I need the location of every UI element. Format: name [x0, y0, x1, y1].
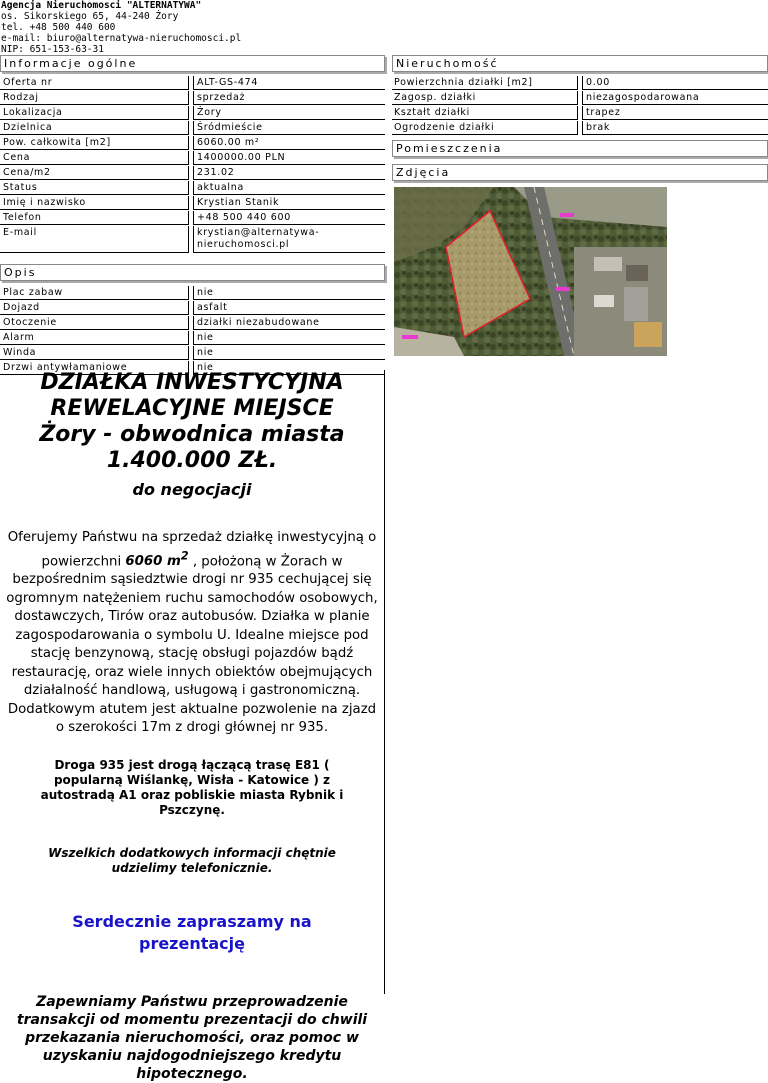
general-info-table — [0, 76, 385, 254]
row-label: Powierzchnia działki [m2] — [392, 76, 578, 90]
row-label: Ogrodzenie działki — [392, 121, 578, 135]
agency-name: Agencja Nieruchomosci "ALTERNATYWA" — [1, 0, 202, 11]
row-value: 231.02 — [193, 166, 385, 180]
description — [0, 370, 385, 1082]
table-row — [0, 76, 385, 91]
table-row — [0, 226, 385, 254]
row-value: 1400000.00 PLN — [193, 151, 385, 165]
table-row — [0, 136, 385, 151]
table-row — [0, 106, 385, 121]
body-text-a: Oferujemy Państwu na sprzedaż działkę inwestycyjną o powierzchni — [7, 530, 377, 569]
opis-header: Opis — [0, 264, 385, 281]
row-value: nie — [193, 346, 385, 360]
table-row — [0, 121, 385, 136]
right-column — [392, 55, 768, 181]
row-value: działki niezabudowane — [193, 316, 385, 330]
property-header: Nieruchomość — [392, 55, 768, 72]
table-row — [392, 121, 768, 136]
headline-price: 1.400.000 ZŁ. — [106, 448, 278, 473]
photos-header: Zdjęcia — [392, 164, 768, 181]
row-label: Oferta nr — [0, 76, 189, 90]
row-value: aktualna — [193, 181, 385, 195]
rooms-header: Pomieszczenia — [392, 140, 768, 157]
row-label: Telefon — [0, 211, 189, 225]
aerial-photo[interactable] — [394, 187, 667, 356]
row-value: 0.00 — [582, 76, 768, 90]
row-value: +48 500 440 600 — [193, 211, 385, 225]
table-row — [392, 91, 768, 106]
row-value: krystian@alternatywa-nieruchomosci.pl — [193, 226, 385, 253]
description-body — [2, 529, 382, 738]
agency-email: e-mail: biuro@alternatywa-nieruchomosci.pl — [1, 33, 242, 44]
row-label: Status — [0, 181, 189, 195]
general-info-header: Informacje ogólne — [0, 55, 385, 72]
row-value: 6060.00 m² — [193, 136, 385, 150]
row-value: Śródmieście — [193, 121, 385, 135]
table-row — [0, 316, 385, 331]
row-label: Imię i nazwisko — [0, 196, 189, 210]
table-row — [0, 331, 385, 346]
table-row — [0, 151, 385, 166]
table-row — [0, 346, 385, 361]
row-value: sprzedaż — [193, 91, 385, 105]
row-label: Alarm — [0, 331, 189, 345]
opis-table — [0, 286, 385, 376]
invite-text: Serdecznie zapraszamy na prezentację — [72, 911, 312, 953]
row-value: niezagospodarowana — [582, 91, 768, 105]
row-value: Krystian Stanik — [193, 196, 385, 210]
row-value: nie — [193, 286, 385, 300]
row-label: Plac zabaw — [0, 286, 189, 300]
table-row — [392, 106, 768, 121]
row-value: brak — [582, 121, 768, 135]
negotiable-note: do negocjacji — [132, 480, 252, 499]
row-label: Dzielnica — [0, 121, 189, 135]
area-sup: 2 — [180, 549, 189, 563]
contact-info: Wszelkich dodatkowych informacji chętnie udzielimy telefonicznie. — [48, 845, 336, 875]
table-row — [0, 286, 385, 301]
row-value: asfalt — [193, 301, 385, 315]
closing-text: Zapewniamy Państwu przeprowadzenie transakcji od momentu prezentacji do chwili przekazania nieruchomości, oraz pomoc w uzyskaniu najdogodniejszego kredytu hipotecznego. — [16, 993, 368, 1082]
table-row — [0, 196, 385, 211]
headline-2: REWELACYJNE MIEJSCE — [50, 396, 334, 421]
left-column — [0, 55, 385, 376]
agency-address: os. Sikorskiego 65, 44-240 Żory — [1, 11, 179, 22]
table-row — [392, 76, 768, 91]
row-label: Drzwi antywłamaniowe — [0, 361, 189, 375]
area-value: 6060 m — [125, 553, 181, 569]
row-label: Winda — [0, 346, 189, 360]
table-row — [0, 91, 385, 106]
agency-phone: tel. +48 500 440 600 — [1, 22, 116, 33]
row-label: Cena — [0, 151, 189, 165]
agency-header — [1, 0, 241, 55]
table-row — [0, 211, 385, 226]
agency-nip: NIP: 651-153-63-31 — [1, 44, 104, 55]
row-value: trapez — [582, 106, 768, 120]
row-label: Kształt działki — [392, 106, 578, 120]
row-value: Żory — [193, 106, 385, 120]
row-label: Dojazd — [0, 301, 189, 315]
property-table — [392, 76, 768, 136]
row-value: nie — [193, 361, 385, 375]
row-label: Rodzaj — [0, 91, 189, 105]
table-row — [0, 166, 385, 181]
row-value: nie — [193, 331, 385, 345]
road-info: Droga 935 jest drogą łączącą trasę E81 ( popularną Wiślankę, Wisła - Katowice ) z autostradą A1 oraz pobliskie miasta Rybnik i Pszczynę. — [40, 757, 344, 817]
body-text-b: , położoną w Żorach w bezpośrednim sąsiedztwie drogi nr 935 cechującej się ogromnym natężeniem ruchu samochodów osobowych, dostawczych, Tirów oraz autobusów. Działka w planie zagospodarowania o symbolu U. Idealne miejsce pod stację benzynową, stację obsługi pojazdów bądź restaurację, oraz wiele innych obiektów obejmujących działalność handlową, usługową i gastronomiczną. Dodatkowym atutem jest aktualne pozwolenie na zjazd o szerokości 17m z drogi głównej nr 935. — [6, 553, 378, 736]
row-label: Lokalizacja — [0, 106, 189, 120]
row-label: Cena/m2 — [0, 166, 189, 180]
row-label: Zagosp. działki — [392, 91, 578, 105]
row-label: Pow. całkowita [m2] — [0, 136, 189, 150]
row-value: ALT-GS-474 — [193, 76, 385, 90]
headline-1: DZIAŁKA INWESTYCYJNA — [40, 370, 344, 395]
row-label: E-mail — [0, 226, 189, 253]
headline-3: Żory - obwodnica miasta — [39, 422, 345, 447]
table-row — [0, 181, 385, 196]
row-label: Otoczenie — [0, 316, 189, 330]
table-row — [0, 301, 385, 316]
